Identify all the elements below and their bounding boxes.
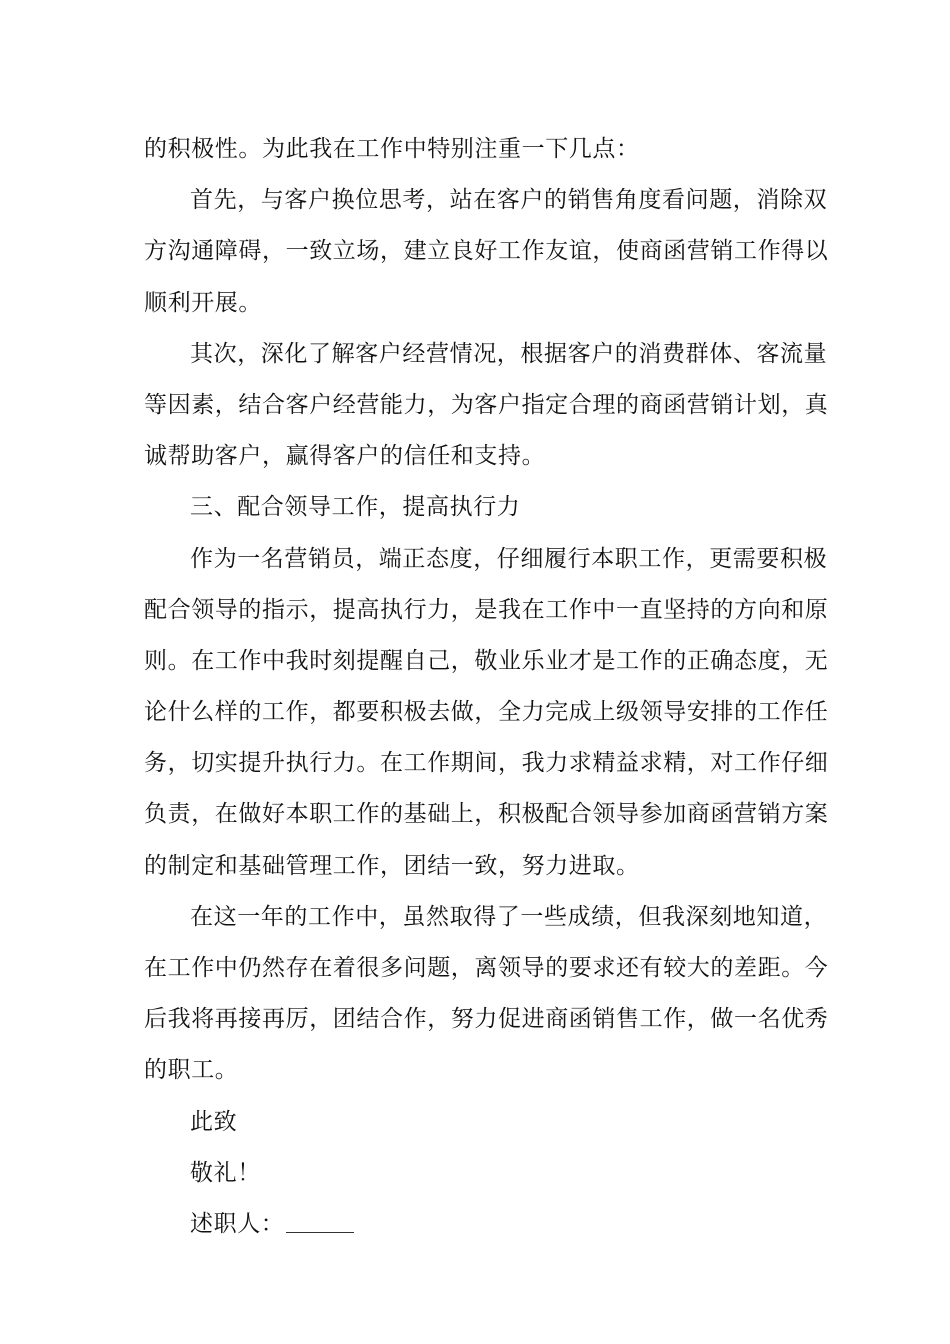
text-line: 方沟通障碍，一致立场，建立良好工作友谊，使商函营销工作得以 [144, 238, 829, 265]
document-page [144, 124, 829, 1250]
paragraph-execution [144, 534, 829, 892]
closing-regards: 敬礼！ [190, 1159, 261, 1186]
text-line: 论什么样的工作，都要积极去做，全力完成上级领导安排的工作任 [144, 699, 829, 726]
text-line: 负责，在做好本职工作的基础上，积极配合领导参加商函营销方案 [144, 801, 829, 828]
paragraph-conclusion [144, 892, 829, 1097]
text-line: 务，切实提升执行力。在工作期间，我力求精益求精，对工作仔细 [144, 750, 829, 777]
section-heading [144, 482, 809, 533]
text-line: 其次，深化了解客户经营情况，根据客户的消费群体、客流量 [190, 340, 828, 367]
text-line: 等因素，结合客户经营能力，为客户指定合理的商函营销计划，真 [144, 391, 829, 418]
paragraph-intro-continuation [144, 124, 809, 175]
text-line: 配合领导的指示，提高执行力，是我在工作中一直坚持的方向和原 [144, 596, 829, 623]
paragraph-first-point [144, 175, 829, 329]
signature-line [144, 1199, 809, 1250]
text-line: 首先，与客户换位思考，站在客户的销售角度看问题，消除双 [190, 187, 828, 214]
closing-salutation: 此致 [190, 1108, 238, 1135]
text-line: 的积极性。为此我在工作中特别注重一下几点： [144, 136, 640, 162]
signature-blank [286, 1210, 354, 1233]
paragraph-second-point [144, 329, 829, 483]
text-line: 作为一名营销员，端正态度，仔细履行本职工作，更需要积极 [190, 545, 828, 572]
text-line: 在这一年的工作中，虽然取得了一些成绩，但我深刻地知道， [190, 903, 828, 930]
text-line: 则。在工作中我时刻提醒自己，敬业乐业才是工作的正确态度，无 [144, 647, 829, 674]
text-line: 诚帮助客户，赢得客户的信任和支持。 [144, 443, 546, 470]
text-line: 在工作中仍然存在着很多问题，离领导的要求还有较大的差距。今 [144, 955, 829, 981]
text-line: 的职工。 [144, 1057, 239, 1084]
text-line: 顺利开展。 [144, 289, 262, 316]
text-line: 后我将再接再厉，团结合作，努力促进商函销售工作，做一名优秀 [144, 1006, 829, 1033]
signer-label: 述职人： [190, 1210, 285, 1237]
text-line: 的制定和基础管理工作，团结一致，努力进取。 [144, 852, 640, 879]
section-heading-text: 三、配合领导工作，提高执行力 [190, 494, 521, 521]
